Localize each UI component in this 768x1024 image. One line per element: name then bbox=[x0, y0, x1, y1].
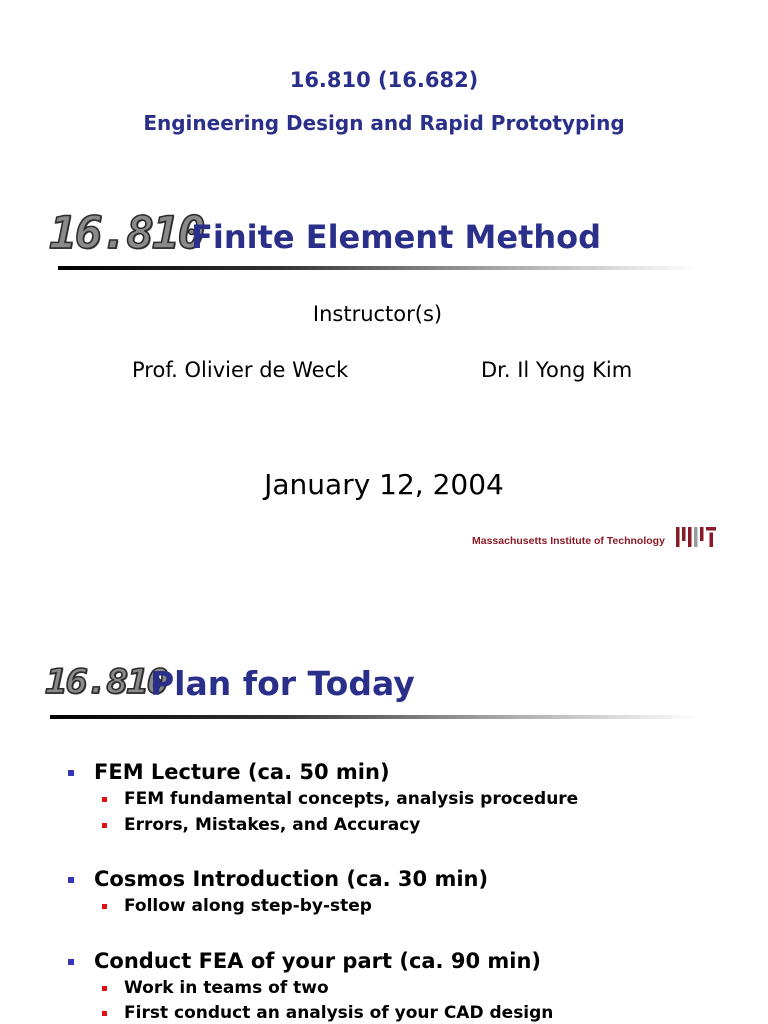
title-underline bbox=[50, 715, 700, 719]
course-logo: 16.810 bbox=[49, 208, 204, 259]
sub-bullet-square-icon bbox=[102, 904, 107, 909]
agenda-subitem-label: First conduct an analysis of your CAD design bbox=[124, 1003, 554, 1023]
sub-bullet-square-icon bbox=[102, 1011, 107, 1016]
agenda-subitem-label: Work in teams of two bbox=[124, 978, 329, 998]
slide-title: Plan for Today bbox=[150, 664, 415, 703]
sub-bullet-square-icon bbox=[102, 823, 107, 828]
agenda-subitem-label: Follow along step-by-step bbox=[124, 896, 372, 916]
agenda-item-label: Cosmos Introduction (ca. 30 min) bbox=[94, 867, 489, 891]
lecture-date: January 12, 2004 bbox=[264, 468, 504, 501]
agenda-item-label: Conduct FEA of your part (ca. 90 min) bbox=[94, 949, 542, 973]
sub-bullet-square-icon bbox=[102, 797, 107, 802]
course-name: Engineering Design and Rapid Prototyping bbox=[143, 111, 625, 135]
bullet-square-icon bbox=[68, 770, 74, 776]
institution-name: Massachusetts Institute of Technology bbox=[472, 535, 665, 547]
agenda-subitem-label: Errors, Mistakes, and Accuracy bbox=[124, 815, 421, 835]
agenda-item-label: FEM Lecture (ca. 50 min) bbox=[94, 760, 390, 784]
slide-title: Finite Element Method bbox=[191, 218, 602, 256]
bullet-square-icon bbox=[68, 877, 74, 883]
instructors-label: Instructor(s) bbox=[312, 302, 443, 326]
mit-logo-icon bbox=[676, 527, 716, 547]
agenda-subitem-label: FEM fundamental concepts, analysis procedure bbox=[124, 789, 579, 809]
instructor-name: Prof. Olivier de Weck bbox=[132, 358, 349, 382]
course-number: 16.810 (16.682) bbox=[289, 68, 479, 92]
sub-bullet-square-icon bbox=[102, 986, 107, 991]
title-underline bbox=[58, 266, 698, 270]
course-logo: 16.810 bbox=[45, 662, 167, 702]
instructor-name: Dr. Il Yong Kim bbox=[481, 358, 633, 382]
bullet-square-icon bbox=[68, 959, 74, 965]
